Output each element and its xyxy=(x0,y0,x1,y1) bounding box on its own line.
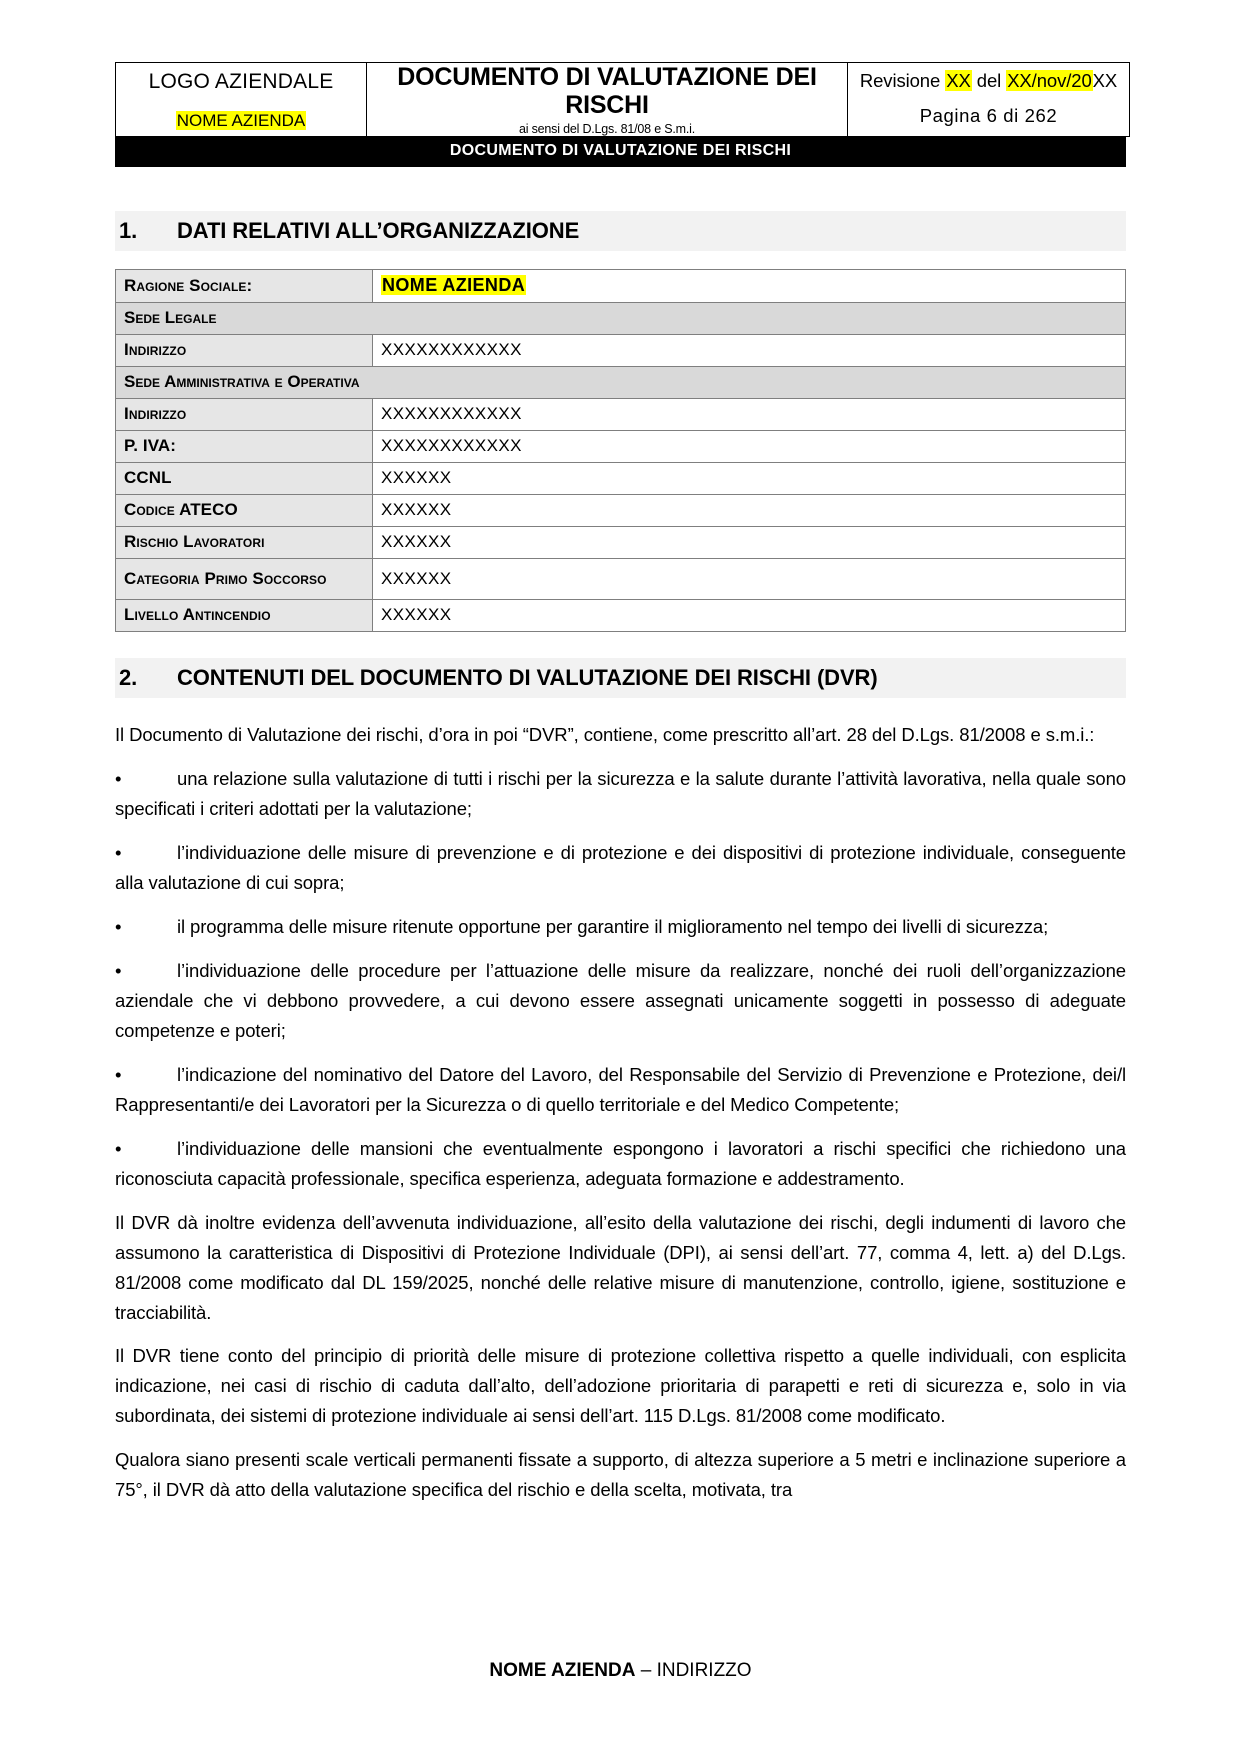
bullet-icon: • xyxy=(115,1137,122,1159)
revision-number: XX xyxy=(946,70,971,92)
table-row-value: XXXXXXXXXXXX xyxy=(373,431,1126,463)
body-paragraph: Qualora siano presenti scale verticali permanenti fissate a supporto, di altezza superiore a 5 metri e inclinazione superiore a 75°, il DVR dà atto della valutazione specifica del rischio e della scelta, motivata, tra xyxy=(115,1449,1126,1501)
section-2-body xyxy=(115,720,1126,1505)
revision-line xyxy=(848,72,1129,91)
table-row-value xyxy=(373,270,1126,303)
bullet-icon: • xyxy=(115,1063,122,1085)
table-row-label: Livello Antincendio xyxy=(116,600,373,632)
revision-date-tail: XX xyxy=(1092,70,1118,92)
highlighted-value: NOME AZIENDA xyxy=(382,275,526,295)
table-row-label: Categoria Primo Soccorso xyxy=(116,559,373,600)
section-1-heading xyxy=(115,211,1126,251)
list-item-text: l’individuazione delle mansioni che eventualmente espongono i lavoratori a rischi specifici che richiedono una riconosciuta capacità professionale, specifica esperienza, adeguata formazione e addestramento. xyxy=(115,1137,1126,1189)
table-row xyxy=(116,303,1126,335)
table-row-label: Rischio Lavoratori xyxy=(116,527,373,559)
footer-address: INDIRIZZO xyxy=(656,1660,752,1681)
document-title: DOCUMENTO DI VALUTAZIONE DEI RISCHI xyxy=(397,63,817,119)
table-row-label: Codice ATECO xyxy=(116,495,373,527)
table-row-value: XXXXXX xyxy=(373,495,1126,527)
table-row xyxy=(116,527,1126,559)
table-row-value: XXXXXX xyxy=(373,600,1126,632)
table-row-label: P. IVA: xyxy=(116,431,373,463)
paragraph-list xyxy=(115,1208,1126,1506)
header-title-cell xyxy=(367,63,848,137)
table-row-value: XXXXXXXXXXXX xyxy=(373,399,1126,431)
revision-prefix: Revisione xyxy=(859,70,946,92)
revision-date: XX/nov/20 xyxy=(1007,70,1092,92)
table-row-value: XXXXXXXXXXXX xyxy=(373,335,1126,367)
list-item-text: l’indicazione del nominativo del Datore del Lavoro, del Responsabile del Servizio di Prevenzione e Protezione, dei/l Rappresentanti/e dei Lavoratori per la Sicurezza o di quello territoriale e del Medico Competente; xyxy=(115,1063,1126,1115)
document-subtitle: ai sensi del D.Lgs. 81/08 e S.m.i. xyxy=(519,122,695,136)
table-row-value: XXXXXX xyxy=(373,559,1126,600)
table-row-value: XXXXXX xyxy=(373,463,1126,495)
list-item xyxy=(115,912,1126,942)
table-section-label: Sede Legale xyxy=(116,303,1126,335)
company-name-highlight: NOME AZIENDA xyxy=(176,110,306,130)
section-1-number: 1. xyxy=(119,218,138,243)
table-row xyxy=(116,335,1126,367)
footer-company: NOME AZIENDA xyxy=(489,1660,636,1681)
table-row-label: CCNL xyxy=(116,463,373,495)
table-row-label: Indirizzo xyxy=(116,335,373,367)
list-item xyxy=(115,838,1126,898)
intro-paragraph: Il Documento di Valutazione dei rischi, d’ora in poi “DVR”, contiene, come prescritto all’art. 28 del D.Lgs. 81/2008 e s.m.i.: xyxy=(115,724,1095,745)
document-header-table xyxy=(115,62,1130,137)
table-row xyxy=(116,399,1126,431)
bullet-list xyxy=(115,764,1126,1194)
bullet-icon: • xyxy=(115,915,122,937)
section-1-title: DATI RELATIVI ALL’ORGANIZZAZIONE xyxy=(177,218,580,243)
table-row xyxy=(116,559,1126,600)
header-revision-cell xyxy=(848,63,1130,137)
table-row-label: Indirizzo xyxy=(116,399,373,431)
footer-separator: – xyxy=(635,1660,657,1681)
table-row xyxy=(116,495,1126,527)
list-item-text: l’individuazione delle misure di prevenzione e di protezione e dei dispositivi di protezione individuale, conseguente alla valutazione di cui sopra; xyxy=(115,841,1126,893)
list-item xyxy=(115,764,1126,824)
header-row xyxy=(116,63,1130,137)
page-footer xyxy=(0,1660,1241,1682)
section-2-heading xyxy=(115,658,1126,698)
body-paragraph: Il DVR dà inoltre evidenza dell’avvenuta individuazione, all’esito della valutazione dei rischi, degli indumenti di lavoro che assumono la caratteristica di Dispositivi di Protezione Individuale (DPI), ai sensi dell’art. 77, comma 4, lett. a) del D.Lgs. 81/2008 come modificato dal DL 159/2025, nonché delle relative misure di manutenzione, controllo, igiene, sostituzione e tracciabilità. xyxy=(115,1211,1126,1323)
list-item xyxy=(115,1060,1126,1120)
table-row xyxy=(116,600,1126,632)
table-row xyxy=(116,270,1126,303)
bullet-icon: • xyxy=(115,959,122,981)
header-black-banner: DOCUMENTO DI VALUTAZIONE DEI RISCHI xyxy=(115,137,1126,167)
table-row xyxy=(116,367,1126,399)
body-paragraph: Il DVR tiene conto del principio di priorità delle misure di protezione collettiva rispetto a quelle individuali, con esplicita indicazione, nei casi di rischio di caduta dall’alto, dell’adozione prioritaria di parapetti e reti di sicurezza e, solo in via subordinata, dei sistemi di protezione individuale ai sensi dell’art. 115 D.Lgs. 81/2008 come modificato. xyxy=(115,1345,1126,1427)
list-item-text: una relazione sulla valutazione di tutti i rischi per la sicurezza e la salute durante l’attività lavorativa, nella quale sono specificati i criteri adottati per la valutazione; xyxy=(115,767,1126,819)
section-2-title: CONTENUTI DEL DOCUMENTO DI VALUTAZIONE DEI RISCHI (DVR) xyxy=(177,665,878,690)
table-row-value: XXXXXX xyxy=(373,527,1126,559)
organization-data-table xyxy=(115,269,1126,632)
bullet-icon: • xyxy=(115,841,122,863)
list-item xyxy=(115,1134,1126,1194)
list-item-text: il programma delle misure ritenute opportune per garantire il miglioramento nel tempo dei livelli di sicurezza; xyxy=(177,915,1049,937)
logo-placeholder-label: LOGO AZIENDALE xyxy=(148,70,334,94)
table-row xyxy=(116,463,1126,495)
table-row-label: Ragione Sociale: xyxy=(116,270,373,303)
list-item-text: l’individuazione delle procedure per l’attuazione delle misure da realizzare, nonché dei ruoli dell’organizzazione aziendale che vi debbono provvedere, a cui devono essere assegnati unicamente soggetti in possesso di adeguate competenze e poteri; xyxy=(115,959,1126,1041)
revision-mid: del xyxy=(971,70,1007,92)
table-row xyxy=(116,431,1126,463)
header-logo-cell xyxy=(116,63,367,137)
section-2-number: 2. xyxy=(119,665,138,690)
table-section-label: Sede Amministrativa e Operativa xyxy=(116,367,1126,399)
bullet-icon: • xyxy=(115,767,122,789)
list-item xyxy=(115,956,1126,1046)
page-number-info: Pagina 6 di 262 xyxy=(919,104,1058,126)
